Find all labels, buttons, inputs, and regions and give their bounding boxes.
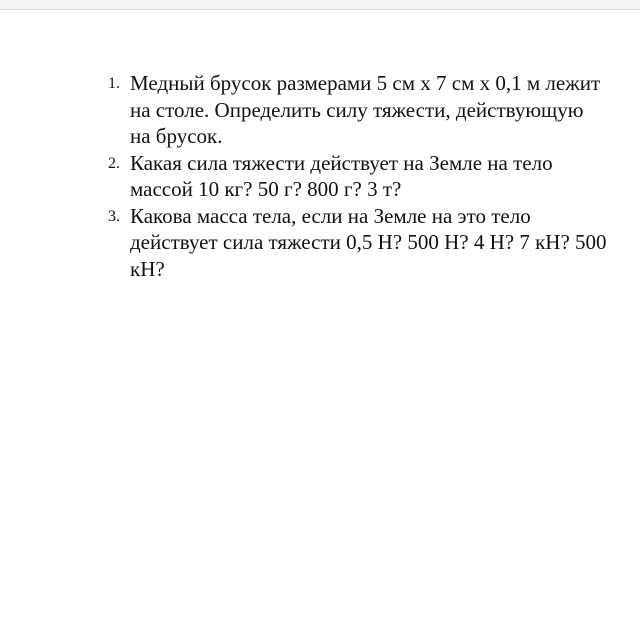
problem-item-1 (108, 70, 608, 150)
problem-text: Медный брусок размерами 5 см х 7 см х 0,1 м лежит на столе. Определить силу тяжести, действующую на брусок. (130, 71, 601, 148)
problem-text: Какова масса тела, если на Земле на это тело действует сила тяжести 0,5 Н? 500 Н? 4 Н? 7 кН? 500 кН? (130, 203, 607, 281)
problem-number: 1. (108, 75, 120, 92)
problem-item-3 (108, 203, 608, 283)
problem-number: 2. (108, 154, 120, 172)
problem-list (108, 70, 608, 282)
problem-text: Какая сила тяжести действует на Земле на тело массой 10 кг? 50 г? 800 г? 3 т? (130, 150, 553, 201)
page-top-edge (0, 0, 640, 10)
problem-item-2 (108, 150, 608, 203)
problem-number: 3. (108, 207, 120, 225)
